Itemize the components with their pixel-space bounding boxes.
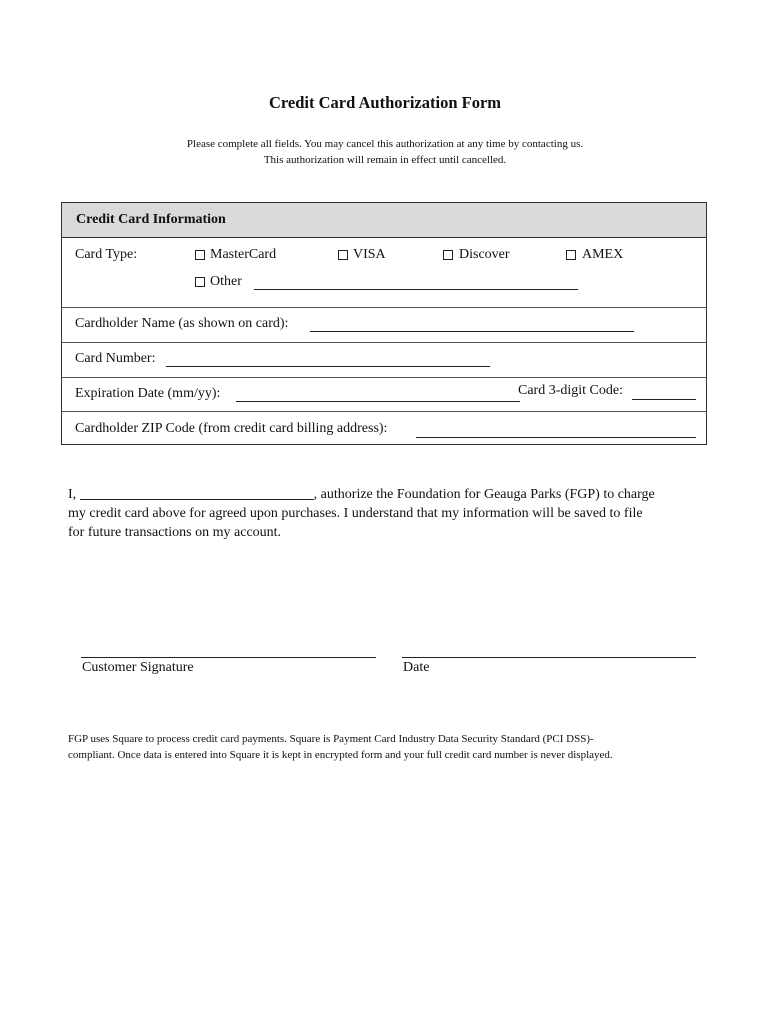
footer-line-1: FGP uses Square to process credit card payments. Square is Payment Card Industry Data Security Standard (PCI DSS)-	[68, 733, 594, 745]
card-code-label: Card 3-digit Code:	[518, 383, 623, 398]
other-card-type-field[interactable]	[254, 289, 578, 290]
footer-note	[68, 731, 613, 763]
expiration-date-label: Expiration Date (mm/yy):	[75, 386, 221, 401]
date-field[interactable]	[402, 657, 696, 658]
discover-checkbox[interactable]	[443, 250, 453, 260]
zip-code-label: Cardholder ZIP Code (from credit card billing address):	[75, 421, 388, 436]
section-header: Credit Card Information	[62, 203, 706, 238]
card-code-field[interactable]	[632, 399, 696, 400]
mastercard-label: MasterCard	[210, 247, 277, 262]
card-number-field[interactable]	[166, 366, 490, 367]
customer-signature-field[interactable]	[81, 657, 376, 658]
date-label: Date	[403, 660, 430, 675]
row-divider	[62, 411, 706, 412]
authorization-line-1	[68, 485, 708, 504]
customer-signature-label: Customer Signature	[82, 660, 194, 675]
row-divider	[62, 307, 706, 308]
card-code-field-lead	[516, 401, 520, 402]
authorization-prefix: I,	[68, 487, 77, 502]
authorizer-name-field[interactable]	[80, 485, 314, 500]
card-type-label: Card Type:	[75, 247, 138, 262]
form-title: Credit Card Authorization Form	[268, 93, 502, 112]
amex-label: AMEX	[582, 247, 624, 262]
authorization-line-2: my credit card above for agreed upon purchases. I understand that my information will be saved to file	[68, 506, 643, 521]
intro-line-1: Please complete all fields. You may cancel this authorization at any time by contacting us.	[186, 138, 584, 150]
cardholder-name-label: Cardholder Name (as shown on card):	[75, 316, 289, 331]
discover-label: Discover	[459, 247, 510, 262]
mastercard-checkbox[interactable]	[195, 250, 205, 260]
authorization-line-3: for future transactions on my account.	[68, 525, 282, 540]
visa-label: VISA	[353, 247, 386, 262]
row-divider	[62, 377, 706, 378]
intro-text	[0, 136, 770, 168]
intro-line-2: This authorization will remain in effect until cancelled.	[263, 154, 507, 166]
footer-line-2: compliant. Once data is entered into Square it is kept in encrypted form and your full credit card number is never displayed.	[68, 749, 613, 761]
expiration-date-field[interactable]	[236, 401, 516, 402]
visa-checkbox[interactable]	[338, 250, 348, 260]
other-checkbox[interactable]	[195, 277, 205, 287]
other-label: Other	[210, 274, 242, 289]
row-divider	[62, 342, 706, 343]
authorization-statement	[68, 485, 708, 542]
zip-code-field[interactable]	[416, 437, 696, 438]
amex-checkbox[interactable]	[566, 250, 576, 260]
authorization-line-1-text: , authorize the Foundation for Geauga Parks (FGP) to charge	[313, 487, 655, 502]
card-number-label: Card Number:	[75, 351, 156, 366]
cardholder-name-field[interactable]	[310, 331, 634, 332]
credit-card-info-section	[61, 202, 707, 445]
